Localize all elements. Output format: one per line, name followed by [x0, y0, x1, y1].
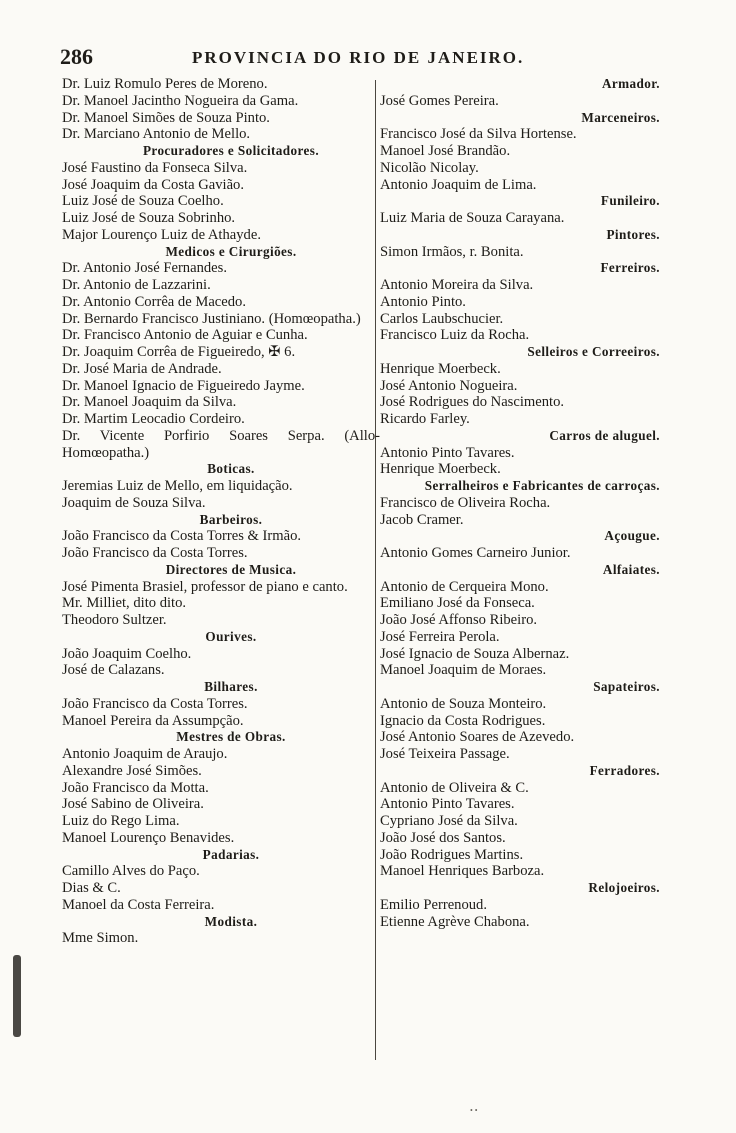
- section-heading: Açougue.: [604, 528, 660, 544]
- directory-entry: João Joaquim Coelho.: [62, 645, 192, 662]
- directory-entry: Nicolão Nicolay.: [380, 159, 479, 176]
- directory-entry: José Teixeira Passage.: [380, 746, 510, 762]
- directory-entry: José Ignacio de Souza Albernaz.: [380, 645, 570, 662]
- directory-entry: Dr. Martim Leocadio Cordeiro.: [62, 411, 245, 427]
- section-modista: [62, 914, 384, 948]
- section-marceneiros: [380, 110, 670, 194]
- section-heading: Boticas.: [207, 461, 255, 477]
- section-acougue: [380, 528, 670, 562]
- section-heading: Mestres de Obras.: [176, 729, 286, 745]
- directory-entry: José Antonio Nogueira.: [380, 377, 518, 394]
- directory-entry: João Francisco da Costa Torres.: [62, 695, 248, 712]
- directory-entry: José Joaquim da Costa Gavião.: [62, 176, 244, 193]
- section-heading: Funileiro.: [600, 193, 660, 209]
- directory-entry: Antonio Moreira da Silva.: [380, 277, 534, 293]
- section-sapateiros: [380, 679, 670, 763]
- directory-entry: Jacob Cramer.: [380, 511, 464, 528]
- section-heading: Sapateiros.: [593, 679, 660, 694]
- directory-entry: José Ferreira Perola.: [380, 628, 500, 645]
- page-number: 286: [60, 44, 93, 69]
- directory-entry: Antonio Pinto Tavares.: [380, 444, 515, 461]
- directory-entry: Dr. Bernardo Francisco Justiniano. (Homœopatha.): [62, 310, 361, 327]
- directory-entry: Ricardo Farley.: [380, 411, 470, 427]
- directory-entry: José Faustino da Fonseca Silva.: [62, 159, 248, 176]
- directory-entry: Manoel José Brandão.: [380, 143, 511, 159]
- directory-entry: Theodoro Sultzer.: [62, 612, 167, 628]
- directory-entry: Manoel Lourenço Benavides.: [62, 829, 235, 846]
- section-heading: Bilhares.: [204, 679, 258, 694]
- directory-entry: João Rodrigues Martins.: [380, 846, 524, 863]
- directory-entry: Manoel Joaquim de Moraes.: [380, 662, 547, 679]
- directory-entry: Mr. Milliet, dito dito.: [62, 595, 187, 612]
- directory-entry: João Francisco da Costa Torres.: [62, 545, 248, 561]
- section-heading: Padarias.: [202, 846, 260, 862]
- section-heading: Modista.: [204, 913, 258, 929]
- directory-entry: José de Calazans.: [62, 662, 165, 679]
- directory-entry: Dr. Luiz Romulo Peres de Moreno.: [62, 76, 268, 92]
- section-heading: Selleiros e Correeiros.: [527, 344, 660, 359]
- directory-entry: Ignacio da Costa Rodrigues.: [380, 712, 546, 729]
- section-serralheiros-e-fabricantes-de-carrocas: [380, 478, 670, 528]
- directory-entry: João Francisco da Motta.: [62, 779, 209, 796]
- section-heading: Barbeiros.: [199, 511, 263, 527]
- directory-entry: Luiz José de Souza Sobrinho.: [62, 210, 236, 226]
- directory-entry: Antonio Pinto Tavares.: [380, 796, 515, 813]
- section-alfaiates: [380, 562, 670, 679]
- directory-entry: Luiz do Rego Lima.: [62, 813, 180, 829]
- section-relojoeiros: [380, 880, 670, 930]
- section-mestres-de-obras: [62, 729, 384, 846]
- directory-entry: Manoel da Costa Ferreira.: [62, 896, 215, 913]
- directory-entry: Antonio de Souza Monteiro.: [380, 695, 547, 712]
- section-heading: Serralheiros e Fabricantes de carroças.: [424, 478, 660, 493]
- directory-entry: Henrique Moerbeck.: [380, 360, 501, 377]
- stray-mark: • •: [470, 1106, 478, 1115]
- directory-entry: José Sabino de Oliveira.: [62, 796, 204, 813]
- directory-entry: Alexandre José Simões.: [62, 762, 202, 779]
- directory-entry: Luiz José de Souza Coelho.: [62, 193, 224, 210]
- directory-entry: Dr. Manoel Joaquim da Silva.: [62, 394, 237, 411]
- section-directores-de-musica: [62, 562, 384, 629]
- directory-entry: Camillo Alves do Paço.: [62, 863, 200, 880]
- section-ferradores: [380, 763, 670, 880]
- section-carros-de-aluguel: [380, 428, 670, 478]
- directory-entry: Dr. Manoel Ignacio de Figueiredo Jayme.: [62, 377, 305, 394]
- directory-entry: Simon Irmãos, r. Bonita.: [380, 243, 524, 260]
- directory-entry: João Francisco da Costa Torres & Irmão.: [62, 528, 302, 545]
- directory-entry: Emiliano José da Fonseca.: [380, 595, 535, 612]
- section-heading: Relojoeiros.: [588, 880, 660, 895]
- directory-entry: Antonio de Oliveira & C.: [380, 779, 529, 796]
- section-armador: [380, 76, 670, 110]
- directory-entry: Major Lourenço Luiz de Athayde.: [62, 226, 261, 243]
- section-heading: Marceneiros.: [581, 109, 660, 125]
- directory-entry: Dr. Joaquim Corrêa de Figueiredo, ✠ 6.: [62, 344, 296, 360]
- directory-entry: Dr. Vicente Porfirio Soares Serpa. (Allo-Homœopatha.): [62, 427, 380, 461]
- directory-entry: Etienne Agrève Chabona.: [380, 913, 530, 930]
- directory-entry: Manoel Henriques Barboza.: [380, 863, 545, 880]
- section-heading: Alfaiates.: [602, 561, 660, 577]
- directory-entry: Dr. Manoel Simões de Souza Pinto.: [62, 109, 270, 126]
- directory-entry: Jeremias Luiz de Mello, em liquidação.: [62, 478, 293, 494]
- section-procuradores-e-solicitadores: [62, 143, 384, 244]
- section-medicos-e-cirurgioes: [62, 244, 384, 462]
- directory-entry: José Pimenta Brasiel, professor de piano e canto.: [62, 578, 348, 595]
- directory-entry: Dr. Manoel Jacintho Nogueira da Gama.: [62, 92, 299, 109]
- section-heading: Medicos e Cirurgiões.: [165, 243, 297, 259]
- directory-entry: Carlos Laubschucier.: [380, 310, 504, 327]
- directory-entry: Antonio Gomes Carneiro Junior.: [380, 545, 571, 561]
- directory-intro: [62, 76, 384, 143]
- directory-entry: Antonio Pinto.: [380, 293, 466, 310]
- section-heading: Ferreiros.: [600, 260, 660, 276]
- section-heading: Procuradores e Solicitadores.: [142, 143, 320, 158]
- section-boticas: [62, 461, 384, 511]
- directory-entry: Mme Simon.: [62, 930, 139, 947]
- page-header: [60, 44, 700, 70]
- directory-entry: Antonio de Cerqueira Mono.: [380, 578, 549, 595]
- section-ferreiros: [380, 260, 670, 344]
- directory-entry: Francisco José da Silva Hortense.: [380, 126, 577, 143]
- binding-shadow: [13, 955, 21, 1037]
- directory-entry: Dias & C.: [62, 880, 121, 896]
- directory-entry: Henrique Moerbeck.: [380, 461, 501, 478]
- directory-entry: Francisco Luiz da Rocha.: [380, 327, 530, 344]
- directory-entry: Cypriano José da Silva.: [380, 813, 518, 829]
- directory-entry: João José Affonso Ribeiro.: [380, 612, 538, 628]
- section-padarias: [62, 847, 384, 914]
- section-bilhares: [62, 679, 384, 729]
- directory-entry: Joaquim de Souza Silva.: [62, 494, 206, 511]
- section-heading: Pintores.: [606, 226, 660, 242]
- section-funileiro: [380, 193, 670, 227]
- directory-entry: Dr. José Maria de Andrade.: [62, 360, 222, 377]
- directory-entry: Francisco de Oliveira Rocha.: [380, 494, 551, 511]
- directory-entry: Dr. Marciano Antonio de Mello.: [62, 126, 251, 143]
- directory-entry: Dr. Antonio de Lazzarini.: [62, 277, 211, 293]
- section-selleiros-e-correeiros: [380, 344, 670, 428]
- directory-entry: Antonio Joaquim de Araujo.: [62, 746, 228, 762]
- directory-entry: José Gomes Pereira.: [380, 92, 499, 109]
- directory-entry: Antonio Joaquim de Lima.: [380, 176, 537, 193]
- section-heading: Carros de aluguel.: [549, 427, 660, 443]
- directory-entry: Dr. Antonio Corrêa de Macedo.: [62, 293, 246, 310]
- section-heading: Armador.: [601, 76, 660, 91]
- section-barbeiros: [62, 512, 384, 562]
- directory-entry: Luiz Maria de Souza Carayana.: [380, 210, 565, 226]
- directory-entry: José Rodrigues do Nascimento.: [380, 394, 565, 411]
- directory-entry: João José dos Santos.: [380, 829, 506, 846]
- directory-entry: Manoel Pereira da Assumpção.: [62, 712, 244, 729]
- directory-entry: Dr. Antonio José Fernandes.: [62, 260, 227, 277]
- section-ourives: [62, 629, 384, 679]
- right-column: [380, 76, 670, 930]
- directory-entry: Emilio Perrenoud.: [380, 896, 488, 913]
- section-heading: Directores de Musica.: [165, 561, 297, 577]
- directory-entry: Dr. Francisco Antonio de Aguiar e Cunha.: [62, 327, 308, 344]
- left-column: [62, 76, 384, 947]
- section-pintores: [380, 227, 670, 261]
- directory-entry: José Antonio Soares de Azevedo.: [380, 729, 575, 746]
- section-heading: Ourives.: [205, 628, 257, 644]
- section-heading: Ferradores.: [589, 762, 660, 778]
- running-title: PROVINCIA DO RIO DE JANEIRO.: [192, 48, 525, 67]
